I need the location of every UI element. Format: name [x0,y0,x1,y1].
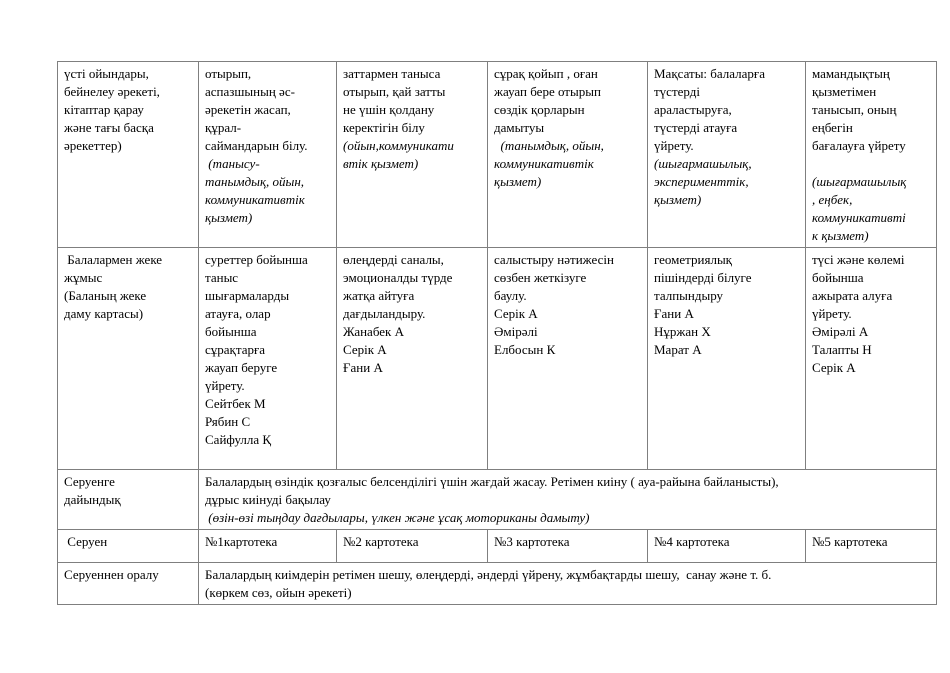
table-cell: Мақсаты: балаларға түстерді араластыруға, түстерді атауға үйрету. (шығармашылық, эксперименттік, қызмет) [648,62,806,248]
row-label-cell: Балалармен жеке жұмыс (Баланың жеке даму картасы) [58,248,199,470]
table-row [58,248,937,470]
daily-plan-table [57,61,937,605]
table-cell: №1картотека [199,530,337,563]
merged-cell: Балалардың киімдерін ретімен шешу, өлеңдерді, әндерді үйрену, жұмбақтарды шешу, санау және т. б. (көркем сөз, ойын әрекеті) [199,563,937,605]
row-label-cell: үсті ойындары, бейнелеу әрекеті, кітаптар қарау және тағы басқа әрекеттер) [58,62,199,248]
table-cell: өлеңдерді саналы, эмоционалды түрде жатқа айтуға дағдыландыру. Жанабек А Серік А Ғани А [337,248,488,470]
table-row [58,470,937,530]
table-row [58,530,937,563]
table-cell: геометриялық пішіндерді білуге талпындыру Ғани А Нұржан Х Марат А [648,248,806,470]
table-row [58,62,937,248]
table-cell: №2 картотека [337,530,488,563]
table-row [58,563,937,605]
table-cell: түсі және көлемі бойынша ажырата алуға үйрету. Әмірәлі А Талапты Н Серік А [806,248,937,470]
table-cell: отырып, аспазшының әс- әрекетін жасап, құрал- саймандарын білу. (танысу- танымдық, ойын, коммуникативтік қызмет) [199,62,337,248]
row-label-cell: Серуеннен оралу [58,563,199,605]
row-label-cell: Серуенге дайындық [58,470,199,530]
table-cell: заттармен таныса отырып, қай затты не үшін қолдану керектігін білу (ойын,коммуникати втік қызмет) [337,62,488,248]
table-cell: мамандықтың қызметімен танысып, оның еңбегін бағалауға үйрету (шығармашылық , еңбек, коммуникативті к қызмет) [806,62,937,248]
table-cell: сұрақ қойып , оған жауап бере отырып сөздік қорларын дамытуы (танымдық, ойын, коммуникативтік қызмет) [488,62,648,248]
table-cell: суреттер бойынша таныс шығармаларды атауға, олар бойынша сұрақтарға жауап беруге үйрету. Сейтбек М Рябин С Сайфулла Қ [199,248,337,470]
row-label-cell: Серуен [58,530,199,563]
table-cell: №3 картотека [488,530,648,563]
table-cell: салыстыру нәтижесін сөзбен жеткізуге баулу. Серік А Әмірәлі Елбосын К [488,248,648,470]
table-cell: №5 картотека [806,530,937,563]
table-cell: №4 картотека [648,530,806,563]
merged-cell: Балалардың өзіндік қозғалыс белсенділігі үшін жағдай жасау. Ретімен киіну ( ауа-райына байланысты), дұрыс киінуді бақылау (өзін-өзі тыңдау дағдылары, үлкен және ұсақ моториканы дамыту) [199,470,937,530]
